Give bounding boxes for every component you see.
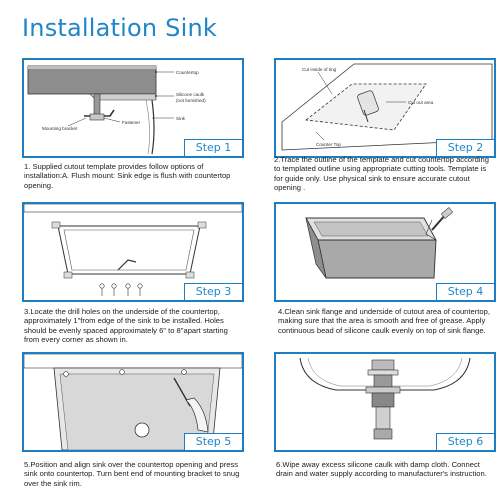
step-6-illustration	[274, 352, 496, 452]
tailpiece	[376, 407, 390, 429]
sink-basin	[318, 240, 436, 278]
step-4-badge: Step 4	[436, 283, 494, 300]
step-2-illustration	[274, 58, 496, 158]
cutout-opening	[58, 226, 200, 274]
countertop-underside	[24, 354, 242, 368]
step-4-caption: 4.Clean sink flange and underside of cutout area of countertop, making sure that the area is smooth and free of grease. Apply continuous bead of silicone caulk evenly on top of sink flange.	[278, 307, 490, 335]
step-1-illustration	[22, 58, 244, 158]
sink-wall	[152, 100, 154, 154]
step-3-caption: 3.Locate the drill holes on the underside of the countertop, approximately 1"from edge of the sink to be installed. Holes should be evenly spaced approximately 6" to 8"apart starting from every corner as shown in.	[24, 307, 228, 345]
step-6-badge: Step 6	[436, 433, 494, 450]
step-3-badge: Step 3	[184, 283, 242, 300]
step-2-caption: 2.Trace the outline of the template and cut countertop according to templated outline using appropriate cutting tools. Template is for guide only. Use physical sink to ensure accurate cutout opening .	[274, 155, 490, 193]
step-5-illustration	[22, 352, 244, 452]
step-3-illustration	[22, 202, 244, 302]
step-5-badge: Step 5	[184, 433, 242, 450]
countertop-label: Countertop	[176, 70, 199, 75]
drain-body	[374, 375, 392, 387]
fastener-label: Fastener	[122, 120, 141, 125]
step-2-badge: Step 2	[436, 139, 494, 156]
drain-hole	[135, 423, 149, 437]
drill-hole	[138, 284, 142, 288]
step-5-caption: 5.Position and align sink over the countertop opening and press sink onto countertop. Turn bent end of mounting bracket to snug over the sink rim.	[24, 460, 240, 488]
silicone-caulk-label: Silicone caulk	[176, 92, 205, 97]
step-1-badge: Step 1	[184, 139, 242, 156]
counter-top-label: Counter Top	[316, 142, 341, 147]
not-furnished-label: (not furnished)	[176, 98, 206, 103]
step-4-illustration	[274, 202, 496, 302]
countertop-slab	[28, 66, 156, 94]
mounting-bracket-label: Mounting bracket	[42, 126, 78, 131]
drill-hole	[112, 284, 116, 288]
cutout-outline-label: Cut inside of ting	[302, 67, 337, 72]
step-1-caption: 1. Supplied cutout template provides follow options of installation:A. Flush mount: Sink edge is flush with countertop opening.	[24, 162, 231, 190]
cut-out-area-label: Cut out area	[408, 100, 434, 105]
strainer-basket	[372, 360, 394, 370]
lock-nut	[366, 387, 400, 393]
page-title: Installation Sink	[22, 14, 217, 42]
drill-hole	[100, 284, 104, 288]
drill-hole	[126, 284, 130, 288]
sink-label: Sink	[176, 116, 185, 121]
step-6-caption: 6.Wipe away excess silicone caulk with damp cloth. Connect drain and water supply according to manufacturer's instruction.	[276, 460, 487, 479]
fastener-bolt	[94, 94, 100, 116]
